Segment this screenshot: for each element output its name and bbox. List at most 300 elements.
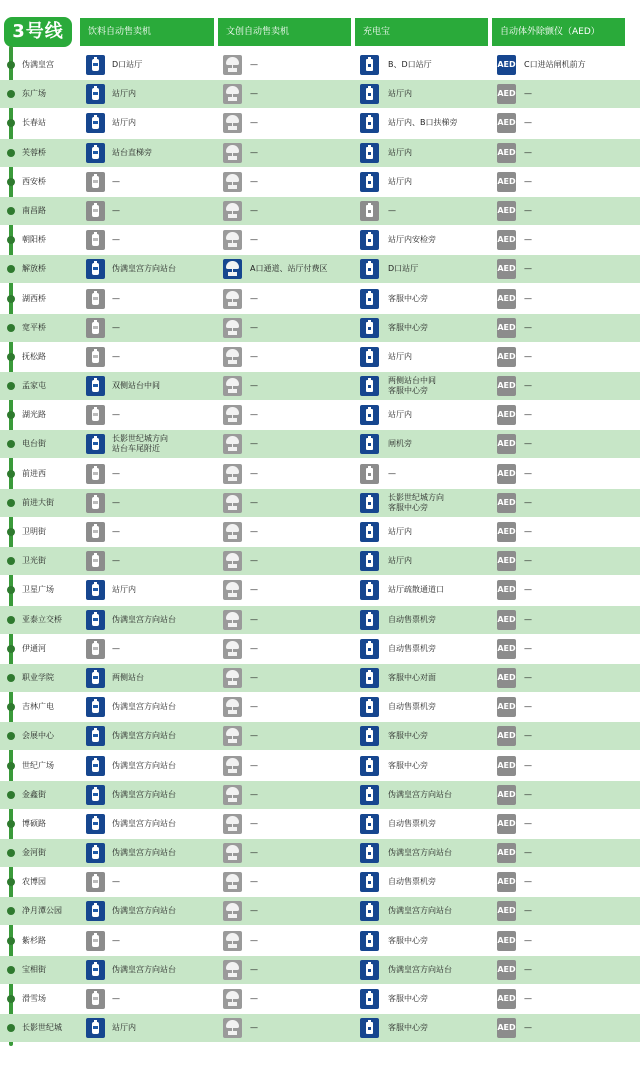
cultural-location: —: [250, 643, 258, 653]
station-name: 朝阳桥: [22, 235, 46, 245]
station-marker-icon: [7, 762, 15, 770]
aed-location: —: [524, 906, 532, 916]
aed-icon-label: AED: [497, 60, 516, 69]
powerbank-location: 伪满皇宫方向站台: [388, 848, 452, 858]
battery-icon: [360, 376, 379, 396]
aed-icon: [497, 376, 516, 396]
cultural-location: —: [250, 89, 258, 99]
aed-location: —: [524, 877, 532, 887]
table-row: [0, 927, 640, 956]
aed-icon-label: AED: [497, 468, 516, 478]
table-row: [0, 226, 640, 255]
powerbank-location: 站厅内: [388, 176, 412, 186]
station-marker-icon: [7, 586, 15, 594]
table-row: [0, 314, 640, 343]
aed-icon-label: AED: [497, 410, 516, 420]
aed-icon-label: AED: [497, 848, 516, 858]
drink-bottle-icon: [86, 551, 105, 571]
battery-icon: [360, 814, 379, 834]
drink-bottle-icon: [86, 55, 105, 75]
cultural-location: —: [250, 818, 258, 828]
vending-location: D口站厅: [112, 60, 143, 69]
aed-location: —: [524, 935, 532, 945]
aed-location: —: [524, 848, 532, 858]
station-marker-icon: [7, 674, 15, 682]
battery-icon: [360, 610, 379, 630]
station-marker-icon: [7, 791, 15, 799]
line-title-badge: 3号线: [4, 17, 72, 47]
table-row: [0, 985, 640, 1014]
cultural-location: —: [250, 147, 258, 157]
station-name: 东广场: [22, 89, 46, 99]
station-name: 农博园: [22, 877, 46, 887]
battery-icon: [360, 55, 379, 75]
aed-location: —: [524, 147, 532, 157]
aed-icon-label: AED: [497, 789, 516, 799]
aed-icon: [497, 143, 516, 163]
aed-location: —: [524, 527, 532, 536]
table-row: [0, 693, 640, 722]
table-row: [0, 372, 640, 401]
battery-icon: [360, 989, 379, 1009]
cultural-location: —: [250, 381, 258, 391]
aed-icon-label: AED: [497, 964, 516, 974]
table-row: [0, 109, 640, 138]
battery-icon: [360, 347, 379, 367]
vending-location: —: [112, 410, 120, 420]
aed-icon: [497, 639, 516, 659]
station-marker-icon: [7, 703, 15, 711]
table-row: [0, 285, 640, 314]
vending-location: —: [112, 322, 120, 332]
drink-bottle-icon: [86, 814, 105, 834]
battery-icon: [360, 872, 379, 892]
aed-icon-label: AED: [497, 351, 516, 361]
station-name: 卫明街: [22, 527, 46, 536]
cultural-vending-icon: [223, 872, 242, 892]
cultural-vending-icon: [223, 405, 242, 425]
station-name: 卫光街: [22, 556, 46, 566]
cultural-location: —: [250, 527, 258, 536]
aed-icon-label: AED: [497, 89, 516, 99]
aed-location: C口进站闸机前方: [524, 60, 586, 69]
aed-icon: [497, 785, 516, 805]
vending-location: 长影世纪城方向 站台车尾附近: [112, 434, 168, 454]
aed-icon-label: AED: [497, 672, 516, 682]
powerbank-location: 站厅内、B口扶梯旁: [388, 118, 458, 128]
battery-icon: [360, 639, 379, 659]
station-name: 卫星广场: [22, 585, 54, 595]
powerbank-location: 站厅疏散通道口: [388, 585, 444, 595]
aed-icon-label: AED: [497, 585, 516, 595]
table-row: [0, 51, 640, 80]
powerbank-location: 站厅内: [388, 410, 412, 420]
cultural-vending-icon: [223, 610, 242, 630]
station-name: 长春站: [22, 118, 46, 128]
vending-location: 站厅内: [112, 585, 136, 595]
cultural-vending-icon: [223, 55, 242, 75]
drink-bottle-icon: [86, 785, 105, 805]
vending-location: —: [112, 205, 120, 215]
station-name: 解放桥: [22, 264, 46, 274]
powerbank-location: 两侧站台中间 客服中心旁: [388, 376, 436, 396]
aed-icon: [497, 989, 516, 1009]
aed-icon: [497, 464, 516, 484]
aed-location: —: [524, 293, 532, 303]
aed-location: —: [524, 964, 532, 974]
drink-bottle-icon: [86, 230, 105, 250]
aed-location: —: [524, 235, 532, 245]
aed-icon: [497, 901, 516, 921]
cultural-location: —: [250, 468, 258, 478]
powerbank-location: 站厅内: [388, 556, 412, 566]
aed-icon: [497, 931, 516, 951]
aed-location: —: [524, 702, 532, 712]
cultural-location: —: [250, 410, 258, 420]
aed-icon-label: AED: [497, 381, 516, 391]
table-row: [0, 518, 640, 547]
battery-icon: [360, 318, 379, 338]
battery-icon: [360, 522, 379, 542]
aed-location: —: [524, 89, 532, 99]
vending-location: 站厅内: [112, 118, 136, 128]
table-row: [0, 722, 640, 751]
station-marker-icon: [7, 878, 15, 886]
battery-icon: [360, 405, 379, 425]
aed-icon: [497, 551, 516, 571]
cultural-location: —: [250, 497, 258, 507]
battery-icon: [360, 493, 379, 513]
drink-bottle-icon: [86, 113, 105, 133]
aed-icon: [497, 843, 516, 863]
battery-icon: [360, 901, 379, 921]
aed-location: —: [524, 818, 532, 828]
station-name: 宝相街: [22, 964, 46, 974]
aed-location: —: [524, 439, 532, 449]
station-name: 前进大街: [22, 497, 54, 507]
cultural-vending-icon: [223, 901, 242, 921]
cultural-location: —: [250, 935, 258, 945]
drink-bottle-icon: [86, 872, 105, 892]
table-row: [0, 80, 640, 109]
vending-location: 伪满皇宫方向站台: [112, 906, 176, 916]
cultural-location: —: [250, 556, 258, 566]
aed-icon-label: AED: [497, 760, 516, 770]
cultural-location: —: [250, 176, 258, 186]
station-marker-icon: [7, 382, 15, 390]
aed-icon-label: AED: [497, 293, 516, 303]
vending-location: —: [112, 643, 120, 653]
powerbank-location: 伪满皇宫方向站台: [388, 789, 452, 799]
cultural-location: —: [250, 672, 258, 682]
cultural-vending-icon: [223, 697, 242, 717]
table-row: [0, 547, 640, 576]
station-marker-icon: [7, 849, 15, 857]
table-row: [0, 489, 640, 518]
drink-bottle-icon: [86, 668, 105, 688]
powerbank-location: 长影世纪城方向 客服中心旁: [388, 492, 444, 512]
cultural-vending-icon: [223, 464, 242, 484]
aed-icon: [497, 814, 516, 834]
station-name: 长影世纪城: [22, 1023, 62, 1033]
vending-location: 伪满皇宫方向站台: [112, 702, 176, 712]
cultural-location: —: [250, 439, 258, 449]
cultural-vending-icon: [223, 201, 242, 221]
vending-location: —: [112, 351, 120, 361]
vending-location: —: [112, 497, 120, 507]
drink-bottle-icon: [86, 347, 105, 367]
cultural-location: —: [250, 964, 258, 974]
aed-icon-label: AED: [497, 818, 516, 828]
aed-location: —: [524, 410, 532, 420]
vending-location: 站台直梯旁: [112, 147, 152, 157]
table-header: [0, 18, 640, 46]
station-name: 博硕路: [22, 818, 46, 828]
cultural-location: —: [250, 205, 258, 215]
station-name: 滑雪场: [22, 994, 46, 1003]
battery-icon: [360, 143, 379, 163]
powerbank-location: 客服中心旁: [388, 731, 428, 741]
vending-location: 伪满皇宫方向站台: [112, 264, 176, 274]
powerbank-location: 客服中心旁: [388, 322, 428, 332]
cultural-location: —: [250, 351, 258, 361]
aed-icon: [497, 289, 516, 309]
drink-bottle-icon: [86, 172, 105, 192]
powerbank-location: 客服中心旁: [388, 293, 428, 303]
aed-icon: [497, 872, 516, 892]
aed-location: —: [524, 731, 532, 741]
drink-bottle-icon: [86, 639, 105, 659]
vending-location: 伪满皇宫方向站台: [112, 789, 176, 799]
aed-icon: [497, 347, 516, 367]
cultural-location: —: [250, 585, 258, 595]
powerbank-location: 客服中心旁: [388, 760, 428, 770]
drink-bottle-icon: [86, 931, 105, 951]
station-marker-icon: [7, 499, 15, 507]
cultural-vending-icon: [223, 960, 242, 980]
cultural-location: —: [250, 118, 258, 128]
powerbank-location: 客服中心旁: [388, 994, 428, 1003]
powerbank-location: 自动售票机旁: [388, 702, 436, 712]
table-row: [0, 606, 640, 635]
aed-icon-label: AED: [497, 1023, 516, 1033]
cultural-location: —: [250, 994, 258, 1003]
vending-location: —: [112, 935, 120, 945]
drink-bottle-icon: [86, 610, 105, 630]
battery-icon: [360, 551, 379, 571]
battery-icon: [360, 172, 379, 192]
battery-icon: [360, 289, 379, 309]
powerbank-location: 自动售票机旁: [388, 818, 436, 828]
station-marker-icon: [7, 207, 15, 215]
powerbank-location: 客服中心对面: [388, 672, 436, 682]
cultural-location: —: [250, 322, 258, 332]
battery-icon: [360, 84, 379, 104]
aed-icon-label: AED: [497, 906, 516, 916]
station-name: 抚松路: [22, 351, 46, 361]
aed-icon-label: AED: [497, 614, 516, 624]
cultural-vending-icon: [223, 289, 242, 309]
cultural-vending-icon: [223, 84, 242, 104]
drink-bottle-icon: [86, 201, 105, 221]
table-row: [0, 956, 640, 985]
drink-bottle-icon: [86, 726, 105, 746]
aed-icon-label: AED: [497, 176, 516, 186]
battery-icon: [360, 668, 379, 688]
drink-bottle-icon: [86, 318, 105, 338]
table-row: [0, 897, 640, 926]
aed-location: —: [524, 497, 532, 507]
aed-icon: [497, 493, 516, 513]
vending-location: 伪满皇宫方向站台: [112, 614, 176, 624]
station-name: 前进西: [22, 468, 46, 478]
table-row: [0, 430, 640, 459]
station-name: 宽平桥: [22, 322, 46, 332]
station-name: 世纪广场: [22, 760, 54, 770]
cultural-vending-icon: [223, 756, 242, 776]
aed-icon: [497, 610, 516, 630]
battery-icon: [360, 726, 379, 746]
aed-location: —: [524, 322, 532, 332]
cultural-vending-icon: [223, 434, 242, 454]
station-marker-icon: [7, 61, 15, 69]
drink-bottle-icon: [86, 1018, 105, 1038]
aed-icon: [497, 434, 516, 454]
station-name: 金鑫街: [22, 789, 46, 799]
vending-location: —: [112, 176, 120, 186]
aed-location: —: [524, 789, 532, 799]
cultural-location: A口通道、站厅付费区: [250, 264, 328, 274]
station-marker-icon: [7, 324, 15, 332]
aed-icon-label: AED: [497, 643, 516, 653]
aed-icon: [497, 697, 516, 717]
cultural-location: —: [250, 293, 258, 303]
cultural-vending-icon: [223, 843, 242, 863]
vending-location: —: [112, 994, 120, 1003]
cultural-location: —: [250, 702, 258, 712]
aed-icon: [497, 580, 516, 600]
aed-icon-label: AED: [497, 264, 516, 274]
aed-location: —: [524, 1023, 532, 1033]
aed-location: —: [524, 118, 532, 128]
battery-icon: [360, 230, 379, 250]
cultural-vending-icon: [223, 522, 242, 542]
vending-location: 站厅内: [112, 1023, 136, 1033]
station-marker-icon: [7, 528, 15, 536]
vending-location: —: [112, 468, 120, 478]
aed-location: —: [524, 351, 532, 361]
station-name: 湖西桥: [22, 293, 46, 303]
cultural-vending-icon: [223, 172, 242, 192]
cultural-vending-icon: [223, 347, 242, 367]
table-row: [0, 839, 640, 868]
powerbank-location: D口站厅: [388, 264, 419, 274]
header-powerbank: 充电宝: [355, 18, 488, 46]
drink-bottle-icon: [86, 697, 105, 717]
station-name: 金河街: [22, 848, 46, 858]
vending-location: —: [112, 556, 120, 566]
cultural-vending-icon: [223, 1018, 242, 1038]
aed-location: —: [524, 614, 532, 624]
drink-bottle-icon: [86, 493, 105, 513]
powerbank-location: 站厅内: [388, 351, 412, 361]
aed-icon: [497, 55, 516, 75]
table-row: [0, 139, 640, 168]
powerbank-location: 站厅内: [388, 527, 412, 536]
aed-location: —: [524, 760, 532, 770]
station-name: 紫杉路: [22, 935, 46, 945]
aed-location: —: [524, 556, 532, 566]
aed-icon: [497, 259, 516, 279]
station-marker-icon: [7, 119, 15, 127]
table-row: [0, 343, 640, 372]
table-row: [0, 401, 640, 430]
drink-bottle-icon: [86, 405, 105, 425]
vending-location: 伪满皇宫方向站台: [112, 848, 176, 858]
battery-icon: [360, 201, 379, 221]
aed-icon: [497, 960, 516, 980]
aed-icon-label: AED: [497, 118, 516, 128]
drink-bottle-icon: [86, 843, 105, 863]
station-list: [0, 51, 640, 1043]
vending-location: 站厅内: [112, 89, 136, 99]
aed-icon: [497, 84, 516, 104]
battery-icon: [360, 259, 379, 279]
cultural-location: —: [250, 877, 258, 887]
vending-location: —: [112, 527, 120, 536]
station-marker-icon: [7, 645, 15, 653]
aed-icon-label: AED: [497, 147, 516, 157]
aed-icon: [497, 1018, 516, 1038]
battery-icon: [360, 931, 379, 951]
station-marker-icon: [7, 149, 15, 157]
station-name: 伊通河: [22, 643, 46, 653]
station-name: 职业学院: [22, 672, 54, 682]
station-name: 电台街: [22, 439, 46, 449]
cultural-vending-icon: [223, 493, 242, 513]
station-name: 净月潭公园: [22, 906, 62, 916]
battery-icon: [360, 756, 379, 776]
battery-icon: [360, 580, 379, 600]
station-marker-icon: [7, 236, 15, 244]
powerbank-location: 站厅内: [388, 147, 412, 157]
aed-icon-label: AED: [497, 497, 516, 507]
cultural-location: —: [250, 789, 258, 799]
drink-bottle-icon: [86, 259, 105, 279]
powerbank-location: B、D口站厅: [388, 60, 432, 69]
drink-bottle-icon: [86, 464, 105, 484]
aed-icon: [497, 201, 516, 221]
aed-icon-label: AED: [497, 235, 516, 245]
station-marker-icon: [7, 995, 15, 1003]
cultural-vending-icon: [223, 318, 242, 338]
battery-icon: [360, 113, 379, 133]
station-marker-icon: [7, 616, 15, 624]
battery-icon: [360, 1018, 379, 1038]
aed-icon-label: AED: [497, 935, 516, 945]
drink-bottle-icon: [86, 289, 105, 309]
powerbank-location: 伪满皇宫方向站台: [388, 964, 452, 974]
cultural-vending-icon: [223, 639, 242, 659]
powerbank-location: 自动售票机旁: [388, 643, 436, 653]
cultural-vending-icon: [223, 814, 242, 834]
cultural-vending-icon: [223, 113, 242, 133]
vending-location: —: [112, 293, 120, 303]
aed-icon-label: AED: [497, 527, 516, 536]
battery-icon: [360, 960, 379, 980]
table-row: [0, 255, 640, 284]
aed-icon: [497, 756, 516, 776]
